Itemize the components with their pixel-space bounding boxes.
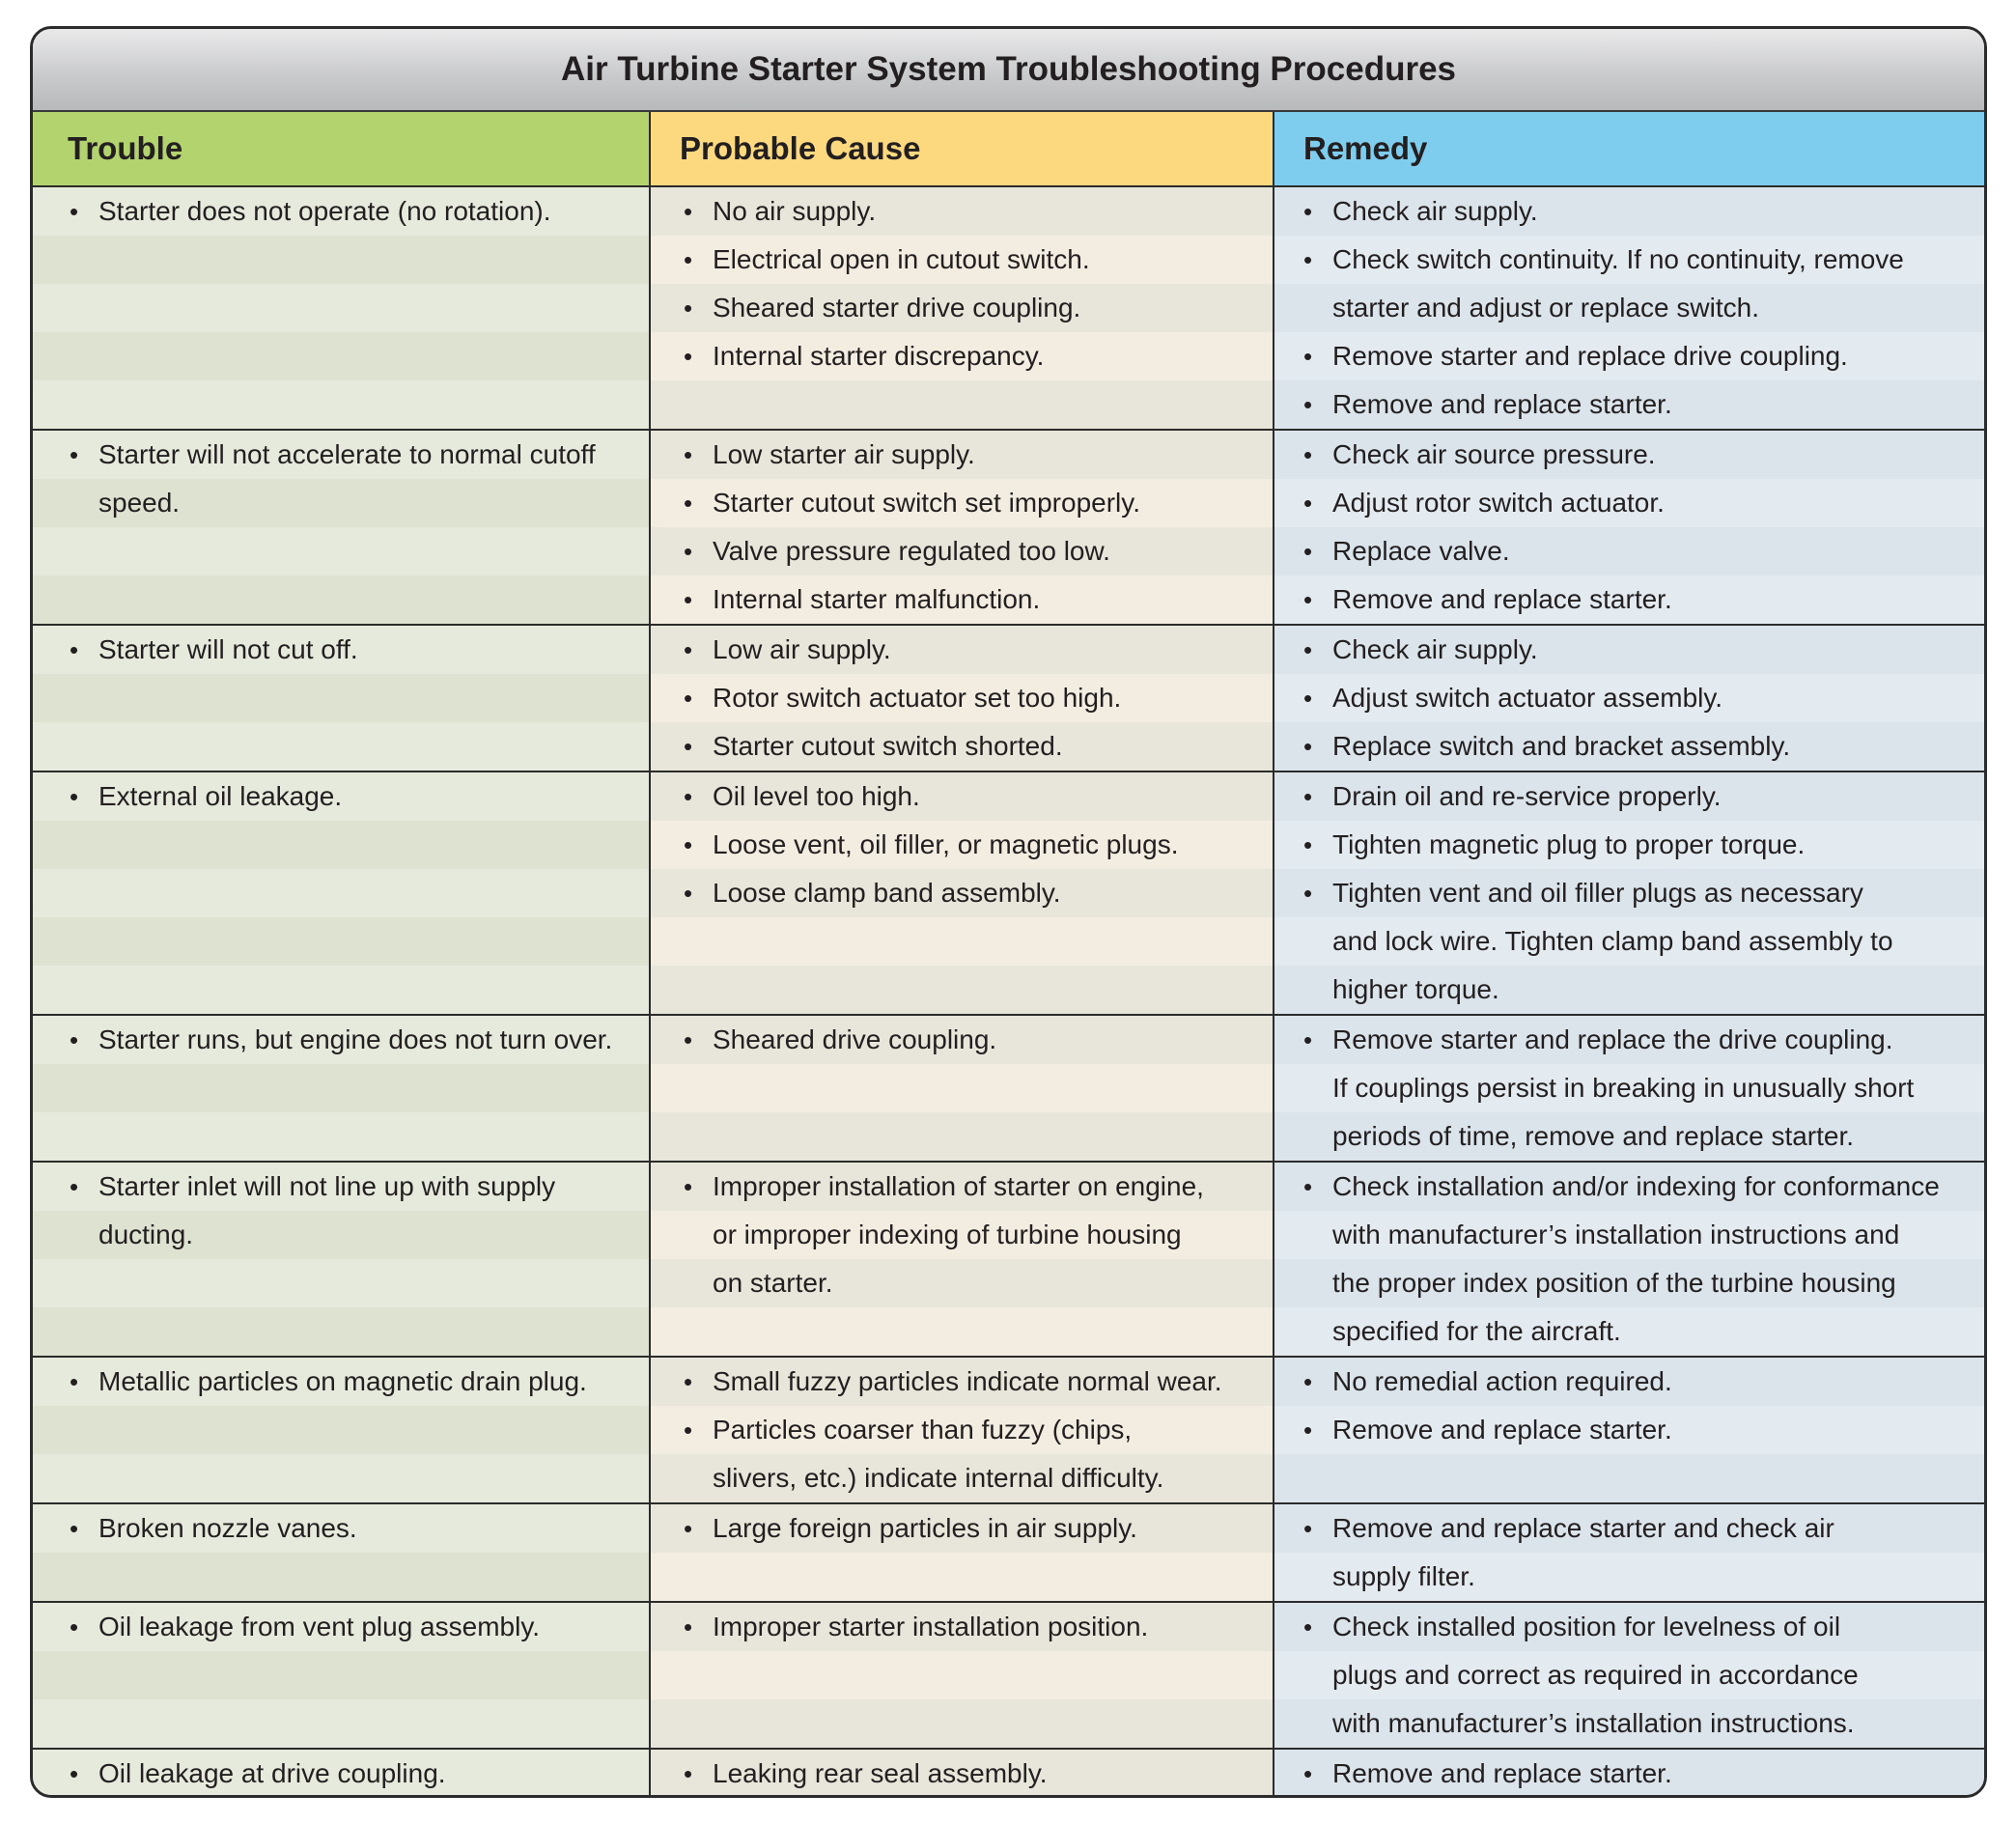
remedy-cell (1274, 1016, 1984, 1161)
bullet-item-line: • Rotor switch actuator set too high. (651, 674, 1273, 722)
bullet-item-line: • Adjust switch actuator assembly. (1274, 674, 1984, 722)
bullet-item-line: • Remove and replace starter. (1274, 575, 1984, 624)
bullet-item-line: with manufacturer’s installation instructions and (1332, 1220, 1900, 1249)
bullet-item-line: • No remedial action required. (1274, 1358, 1984, 1406)
bullet-item-line: higher torque. (1332, 974, 1499, 1004)
trouble-cell (33, 431, 651, 624)
table-header-row (33, 112, 1984, 187)
bullet-item-line: starter and adjust or replace switch. (1332, 293, 1759, 323)
bullet-item-line: • Starter does not operate (no rotation). (33, 187, 649, 236)
bullet-item-line: • Remove and replace starter and check air (1274, 1504, 1984, 1553)
trouble-cell (33, 1603, 651, 1748)
header-trouble: Trouble (33, 112, 651, 185)
bullet-item-line: • Sheared starter drive coupling. (651, 284, 1273, 332)
bullet-item-line: If couplings persist in breaking in unusually short (1332, 1073, 1915, 1103)
bullet-item-line: • Remove and replace starter. (1274, 1750, 1984, 1798)
trouble-cell (33, 1016, 651, 1161)
probable-cause-cell (651, 1358, 1274, 1502)
probable-cause-cell (651, 1504, 1274, 1601)
bullet-item-line: • Tighten magnetic plug to proper torque. (1274, 821, 1984, 869)
table-row (33, 1504, 1984, 1603)
remedy-cell (1274, 1163, 1984, 1356)
bullet-item-line: • Large foreign particles in air supply. (651, 1504, 1273, 1553)
probable-cause-cell (651, 1163, 1274, 1356)
bullet-item-line: • Oil leakage from vent plug assembly. (33, 1603, 649, 1651)
bullet-item-line: ducting. (98, 1220, 194, 1249)
bullet-item-line: • Oil level too high. (651, 772, 1273, 821)
trouble-cell (33, 1163, 651, 1356)
trouble-cell (33, 1358, 651, 1502)
remedy-cell (1274, 187, 1984, 429)
bullet-item-line: • Check installation and/or indexing for conformance (1274, 1163, 1984, 1211)
table-row (33, 1750, 1984, 1798)
bullet-item-line: • Adjust rotor switch actuator. (1274, 479, 1984, 527)
table-title-bar (33, 29, 1984, 112)
bullet-item-line: plugs and correct as required in accordance (1332, 1660, 1859, 1690)
header-remedy: Remedy (1274, 112, 1984, 185)
bullet-item-line: with manufacturer’s installation instructions. (1332, 1708, 1855, 1738)
bullet-item-line: • Check air supply. (1274, 187, 1984, 236)
bullet-item-line: • Check installed position for levelness of oil (1274, 1603, 1984, 1651)
trouble-cell (33, 1504, 651, 1601)
bullet-item-line: • No air supply. (651, 187, 1273, 236)
bullet-item-line: • Low air supply. (651, 626, 1273, 674)
bullet-item-line: • Metallic particles on magnetic drain plug. (33, 1358, 649, 1406)
bullet-item-line: speed. (98, 488, 181, 518)
remedy-cell (1274, 626, 1984, 771)
bullet-item-line: • Loose clamp band assembly. (651, 869, 1273, 917)
bullet-item-line: slivers, etc.) indicate internal difficulty. (713, 1463, 1164, 1493)
table-row (33, 772, 1984, 1016)
table-row (33, 1358, 1984, 1504)
remedy-cell (1274, 1603, 1984, 1748)
bullet-item-line: supply filter. (1332, 1561, 1475, 1591)
bullet-item-line: and lock wire. Tighten clamp band assembly to (1332, 926, 1893, 956)
remedy-cell (1274, 1504, 1984, 1601)
bullet-item-line: • Loose vent, oil filler, or magnetic plugs. (651, 821, 1273, 869)
bullet-item-line: • Sheared drive coupling. (651, 1016, 1273, 1064)
probable-cause-cell (651, 431, 1274, 624)
bullet-item-line: • Electrical open in cutout switch. (651, 236, 1273, 284)
table-title: Air Turbine Starter System Troubleshooting Procedures (560, 50, 1457, 88)
troubleshooting-table (30, 26, 1987, 1798)
trouble-cell (33, 772, 651, 1014)
bullet-item-line: • Particles coarser than fuzzy (chips, (651, 1406, 1273, 1454)
bullet-item-line: • Remove and replace starter. (1274, 380, 1984, 429)
bullet-item-line: • Improper starter installation position. (651, 1603, 1273, 1651)
remedy-cell (1274, 1750, 1984, 1798)
bullet-item-line: • Drain oil and re-service properly. (1274, 772, 1984, 821)
remedy-cell (1274, 772, 1984, 1014)
bullet-item-line: • Internal starter malfunction. (651, 575, 1273, 624)
bullet-item-line: • Check air source pressure. (1274, 431, 1984, 479)
bullet-item-line: • Valve pressure regulated too low. (651, 527, 1273, 575)
probable-cause-cell (651, 626, 1274, 771)
probable-cause-cell (651, 1750, 1274, 1798)
bullet-item-line: • Check air supply. (1274, 626, 1984, 674)
table-body (33, 187, 1984, 1798)
bullet-item-line: • Replace switch and bracket assembly. (1274, 722, 1984, 771)
trouble-cell (33, 626, 651, 771)
bullet-item-line: the proper index position of the turbine housing (1332, 1268, 1896, 1298)
bullet-item-line: • Tighten vent and oil filler plugs as necessary (1274, 869, 1984, 917)
bullet-item-line: • Starter inlet will not line up with supply (33, 1163, 649, 1211)
trouble-cell (33, 1750, 651, 1798)
bullet-item-line: • Internal starter discrepancy. (651, 332, 1273, 380)
bullet-item-line: or improper indexing of turbine housing (713, 1220, 1182, 1249)
bullet-item-line: • Remove starter and replace the drive coupling. (1274, 1016, 1984, 1064)
bullet-item-line: • Remove starter and replace drive coupling. (1274, 332, 1984, 380)
bullet-item-line: specified for the aircraft. (1332, 1316, 1621, 1346)
bullet-item-line: • Oil leakage at drive coupling. (33, 1750, 649, 1798)
table-row (33, 626, 1984, 772)
bullet-item-line: • Low starter air supply. (651, 431, 1273, 479)
bullet-item-line: periods of time, remove and replace starter. (1332, 1121, 1855, 1151)
trouble-cell (33, 187, 651, 429)
bullet-item-line: • Small fuzzy particles indicate normal wear. (651, 1358, 1273, 1406)
bullet-item-line: • Starter runs, but engine does not turn over. (33, 1016, 649, 1064)
bullet-item-line: • Starter cutout switch shorted. (651, 722, 1273, 771)
bullet-item-line: on starter. (713, 1268, 833, 1298)
bullet-item-line: • Broken nozzle vanes. (33, 1504, 649, 1553)
bullet-item-line: • Starter will not accelerate to normal cutoff (33, 431, 649, 479)
bullet-item-line: • External oil leakage. (33, 772, 649, 821)
table-row (33, 187, 1984, 431)
bullet-item-line: • Starter will not cut off. (33, 626, 649, 674)
remedy-cell (1274, 431, 1984, 624)
table-row (33, 1163, 1984, 1358)
bullet-item-line: • Check switch continuity. If no continuity, remove (1274, 236, 1984, 284)
table-row (33, 1603, 1984, 1750)
probable-cause-cell (651, 772, 1274, 1014)
remedy-cell (1274, 1358, 1984, 1502)
table-row (33, 431, 1984, 626)
bullet-item-line: • Replace valve. (1274, 527, 1984, 575)
bullet-item-line: • Starter cutout switch set improperly. (651, 479, 1273, 527)
bullet-item-line: • Leaking rear seal assembly. (651, 1750, 1273, 1798)
probable-cause-cell (651, 1016, 1274, 1161)
bullet-item-line: • Improper installation of starter on engine, (651, 1163, 1273, 1211)
probable-cause-cell (651, 1603, 1274, 1748)
header-probable-cause: Probable Cause (651, 112, 1274, 185)
probable-cause-cell (651, 187, 1274, 429)
bullet-item-line: • Remove and replace starter. (1274, 1406, 1984, 1454)
table-row (33, 1016, 1984, 1163)
